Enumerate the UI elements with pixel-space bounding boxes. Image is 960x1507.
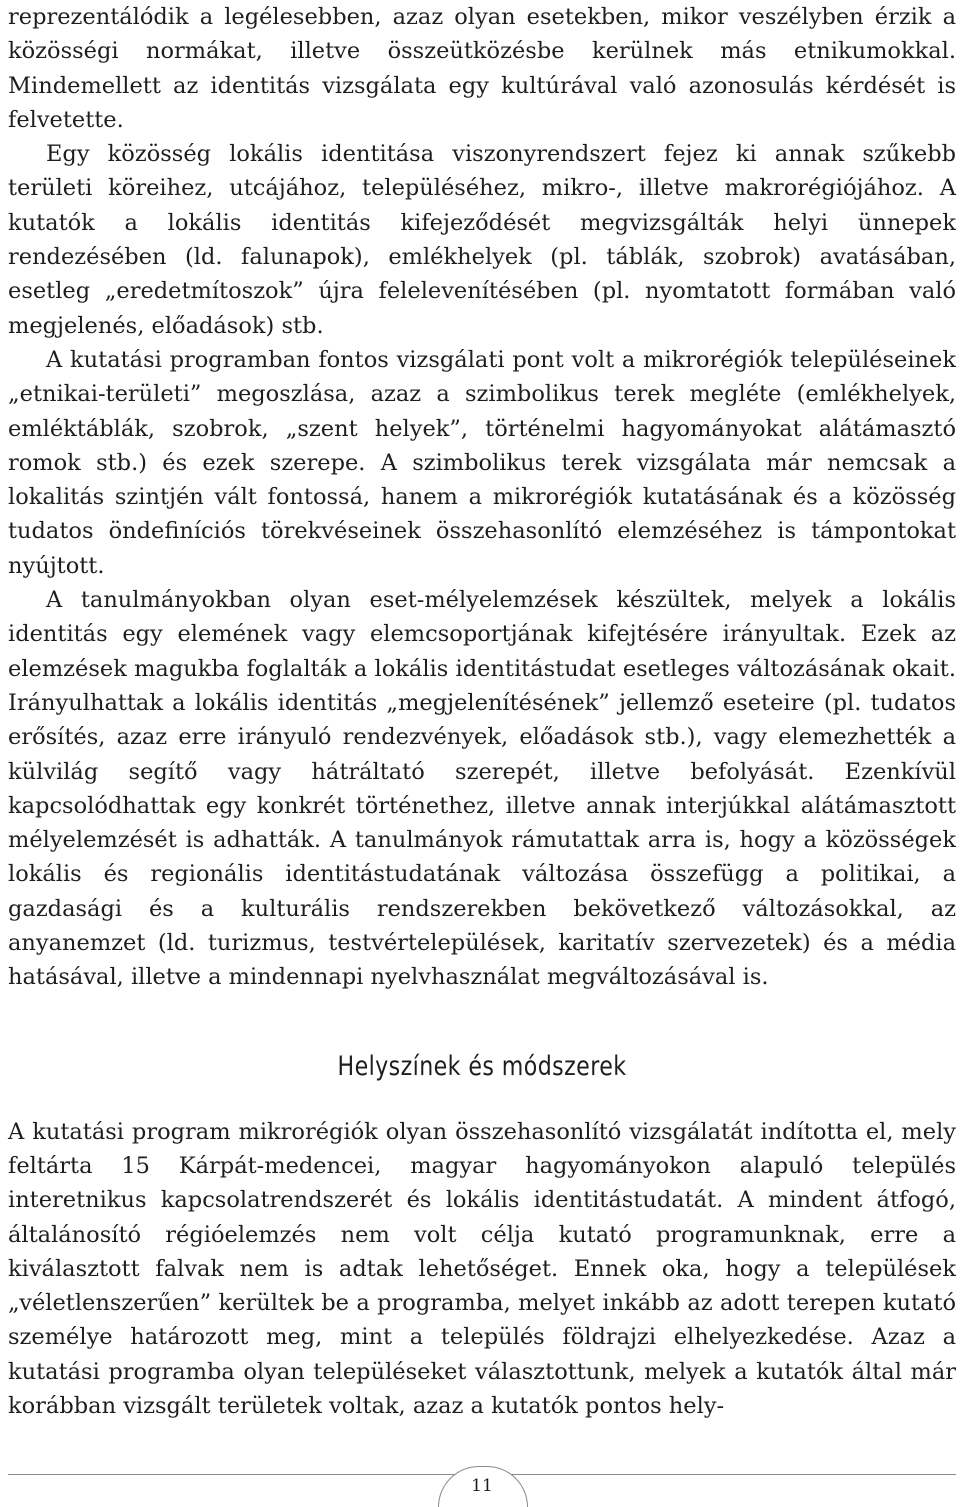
paragraph-2: Egy közösség lokális identitása viszonyrendszert fejez ki annak szűkebb területi köreihez, utcájához, településéhez, mikro-, illetve makrorégiójához. A kutatók a lokális identitás kifejeződését megvizsgálták helyi ünnepek rendezésében (ld. falunapok), emlékhelyek (pl. táblák, szobrok) avatásában, esetleg „eredetmítoszok” újra felelevenítésében (pl. nyomtatott formában való megjelenés, előadások) stb. [8, 141, 956, 339]
paragraph-1: reprezentálódik a legélesebben, azaz olyan esetekben, mikor veszélyben érzik a közösségi normákat, illetve összeütközésbe kerülnek más etnikumokkal. Mindemellett az identitás vizsgálata egy kultúrával való azonosulás kérdését is felvetette. [8, 4, 956, 133]
page-footer [8, 1462, 956, 1498]
paragraph-4: A tanulmányokban olyan eset-mélyelemzések készültek, melyek a lokális identitás egy elemének vagy elemcsoportjának kifejtésére irányultak. Ezek az elemzések magukba foglalták a lokális identitástudat esetleges változásának okait. Irányulhattak a lokális identitás „megjelenítésének” jellemző eseteire (pl. tudatos erősítés, azaz erre irányuló rendezvények, előadások stb.), vagy elemezhették a külvilág segítő vagy hátráltató szerepét, illetve befolyását. Ezenkívül kapcsolódhattak egy konkrét történethez, illetve annak interjúkkal alátámasztott mélyelemzését is adhatták. A tanulmányok rámutattak arra is, hogy a közösségek lokális és regionális identitástudatának változása összefügg a politikai, a gazdasági és a kulturális rendszerekben bekövetkező változásokkal, az anyanemzet (ld. turizmus, testvértelepülések, karitatív szervezetek) és a média hatásával, illetve a mindennapi nyelvhasználat megváltozásával is. [8, 587, 956, 991]
page-number: 11 [471, 1476, 493, 1496]
section-heading: Helyszínek és módszerek [337, 1050, 627, 1082]
document-page [8, 0, 956, 1423]
paragraph-3: A kutatási programban fontos vizsgálati pont volt a mikrorégiók településeinek „etnikai-területi” megoszlása, azaz a szimbolikus terek megléte (emlékhelyek, emléktáblák, szobrok, „szent helyek”, történelmi hagyományokat alátámasztó romok stb.) és ezek szerepe. A szimbolikus terek vizsgálata már nemcsak a lokalitás szintjén vált fontossá, hanem a mikrorégiók kutatásának és a közösség tudatos öndefiníciós törekvéseinek összehasonlító elemzéséhez is támpontokat nyújtott. [8, 346, 956, 579]
paragraph-5: A kutatási program mikrorégiók olyan összehasonlító vizsgálatát indította el, mely feltárta 15 Kárpát-medencei, magyar hagyományokon alapuló település interetnikus kapcsolatrendszerét és lokális identitástudatát. A mindent átfogó, általánosító régióelemzés nem volt célja kutató programunknak, erre a kiválasztott falvak nem is adtak lehetőséget. Ennek oka, hogy a települések „véletlenszerűen” kerültek be a programba, melyet inkább az adott terepen kutató személye határozott meg, mint a település földrajzi elhelyezkedése. Azaz a kutatási programba olyan településeket választottunk, melyek a kutatók által már korábban vizsgált területek voltak, azaz a kutatók pontos hely- [8, 1118, 956, 1419]
section-heading-container [8, 995, 956, 1115]
